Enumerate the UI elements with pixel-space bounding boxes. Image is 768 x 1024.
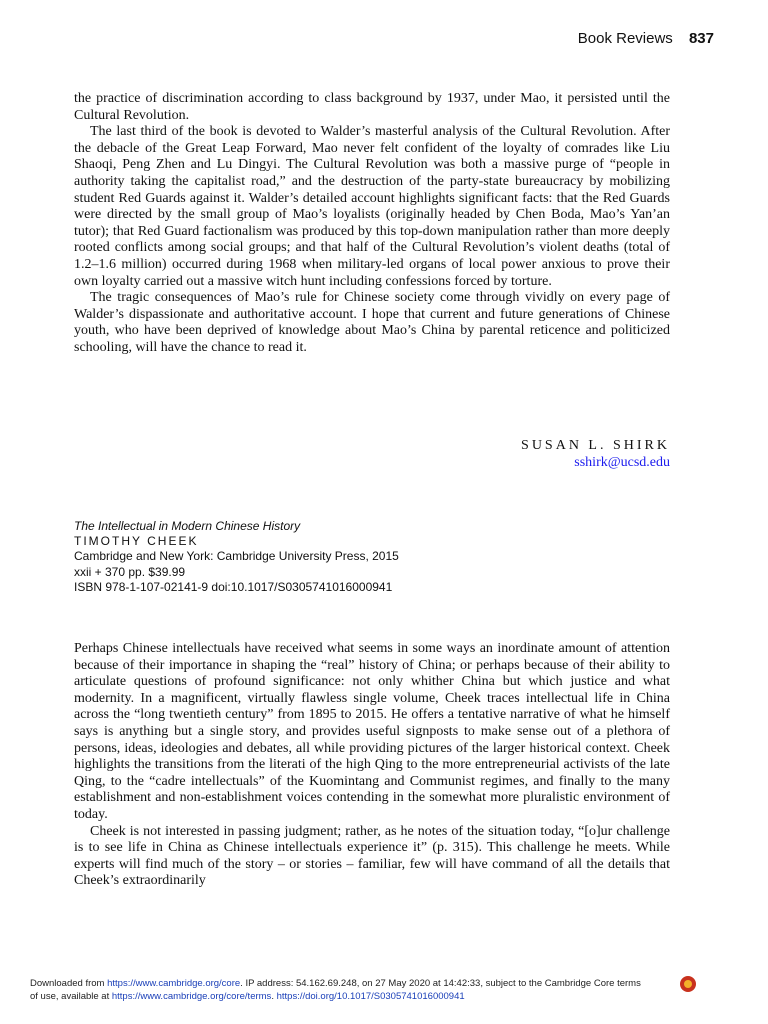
paragraph: Cheek is not interested in passing judgment; rather, as he notes of the situation today, “[o]ur challenge is to see life in China as Chinese intellectuals experience it” (p. 315). This challenge he meets. While experts will find much of the story – or stories – familiar, few will have command of all the details that Cheek’s extraordinarily	[74, 823, 670, 889]
paragraph: The tragic consequences of Mao’s rule for Chinese society come through vividly on every page of Walder’s dispassionate and authoritative account. I hope that current and future generations of Chinese youth, who have been deprived of knowledge about Mao’s China by parental reticence and politicized schooling, will have the chance to read it.	[74, 290, 670, 355]
doi-link[interactable]: https://doi.org/10.1017/S0305741016000941	[276, 991, 465, 1002]
paragraph: the practice of discrimination according to class background by 1937, under Mao, it persisted until the Cultural Revolution.	[74, 91, 670, 123]
download-footer	[30, 977, 742, 1003]
footer-text: .	[271, 991, 277, 1002]
book-citation	[74, 519, 399, 595]
footer-text: Downloaded from	[30, 978, 108, 989]
footer-text: of use, available at	[30, 991, 112, 1002]
terms-link[interactable]: https://www.cambridge.org/core/terms	[111, 991, 272, 1002]
paragraph: Perhaps Chinese intellectuals have received what seems in some ways an inordinate amount of attention because of their importance in shaping the “real” history of China; or perhaps because of their ability to articulate questions of profound significance: not only whither China but which justice and what modernity. In a magnificent, virtually flawless single volume, Cheek traces intellectual life in China across the “long twentieth century” from 1895 to 2015. He offers a tentative narrative of what he himself says is anything but a single story, and provides useful signposts to make sense out of a plethora of persons, ideas, ideologies and debates, all while providing pictures of the larger historical context. Cheek highlights the transitions from the literati of the high Qing to the more entrepreneurial activists of the late Qing, to the “cadre intellectuals” of the Kuomintang and Communist regimes, and finally to the many establishment and non-establishment voices contending in the somewhat more pluralistic environment of today.	[74, 641, 670, 822]
book-publisher: Cambridge and New York: Cambridge University Press, 2015	[74, 549, 399, 564]
footer-line-2	[30, 990, 742, 1003]
review-text-2	[74, 641, 670, 890]
book-isbn-doi: ISBN 978-1-107-02141-9 doi:10.1017/S0305741016000941	[74, 579, 393, 594]
page-number: 837	[688, 30, 714, 47]
reviewer-signature	[521, 437, 670, 471]
book-author: TIMOTHY CHEEK	[74, 534, 199, 549]
footer-text: . IP address: 54.162.69.248, on 27 May 2020 at 14:42:33, subject to the Cambridge Core terms	[240, 978, 641, 989]
footer-line-1	[30, 977, 742, 990]
paragraph: The last third of the book is devoted to Walder’s masterful analysis of the Cultural Revolution. After the debacle of the Great Leap Forward, Mao never felt confident of the loyalty of comrades like Liu Shaoqi, Peng Zhen and Lu Dingyi. The Cultural Revolution was both a massive purge of “people in authority taking the capitalist road,” and the destruction of the party-state bureaucracy by mobilizing student Red Guards against it. Walder’s detailed account highlights significant facts: that the Red Guards were directed by the small group of Mao’s loyalists (originally headed by Chen Boda, Mao’s Yan’an tutor); that Red Guard factionalism was produced by this top-down manipulation rather than more deeply rooted conflicts among social groups; and that half of the Cultural Revolution’s violent deaths (total of 1.2–1.6 million) occurred during 1968 when military-led organs of local power anxious to prove their own loyalty carried out a massive witch hunt including confessions forced by torture.	[74, 124, 670, 289]
running-head	[578, 30, 714, 47]
reviewer-email-link[interactable]: sshirk@ucsd.edu	[574, 455, 670, 470]
reviewer-name: SUSAN L. SHIRK	[521, 438, 670, 453]
book-title: The Intellectual in Modern Chinese History	[74, 519, 301, 533]
cambridge-core-logo-icon	[680, 976, 696, 992]
review-text-1	[74, 91, 670, 357]
cambridge-core-link[interactable]: https://www.cambridge.org/core	[107, 978, 241, 989]
section-title: Book Reviews	[577, 30, 673, 47]
book-pages-price: xxii + 370 pp. $39.99	[74, 564, 186, 579]
